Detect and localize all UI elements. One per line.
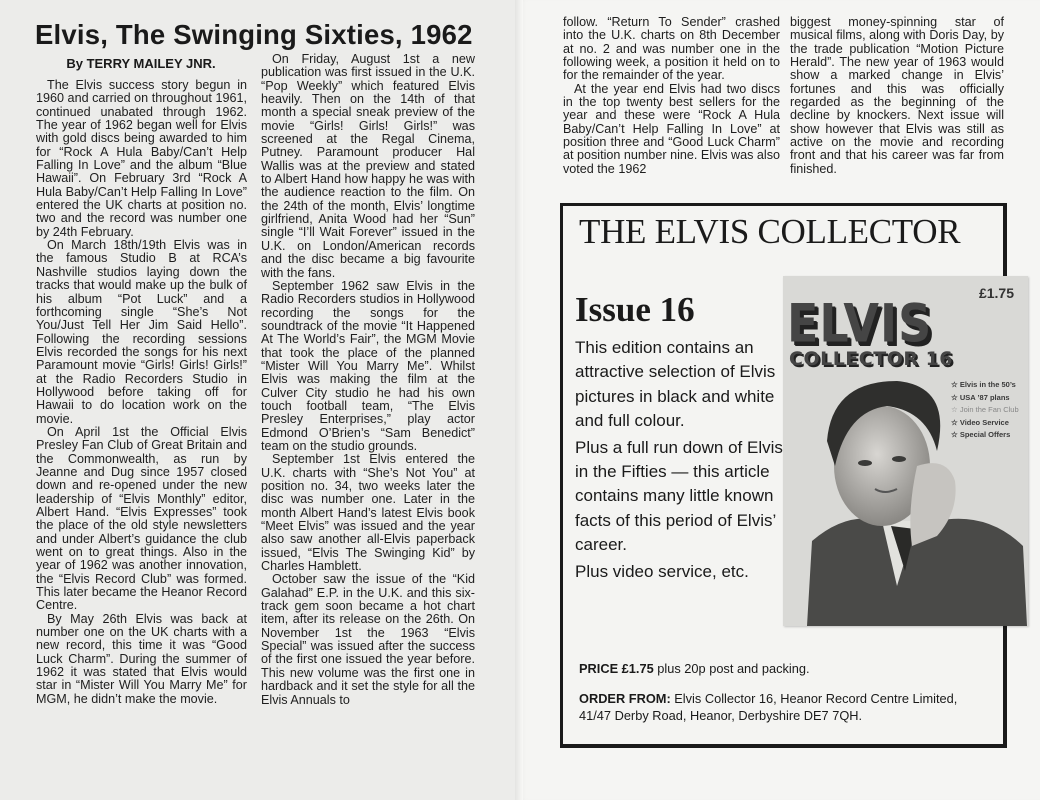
star-outline-icon: ☆ (951, 392, 958, 402)
star-outline-icon: ☆ (951, 380, 958, 389)
price-detail: plus 20p post and packing. (653, 661, 810, 676)
article-column-2 (261, 53, 475, 707)
article-title: Elvis, The Swinging Sixties, 1962 (35, 19, 473, 50)
magazine-cover (783, 276, 1028, 626)
cover-price: £1.75 (978, 285, 1014, 301)
article-byline: By TERRY MAILEY JNR. (66, 56, 216, 71)
paragraph: biggest money-spinning star of musical films, along with Doris Day, by the trade publication “Motion Picture Herald”. The new year of 1963 would show a marked change in Elvis’ fortunes and this was officially regarded as the beginning of the decline by knockers. Next issue will show however that Elvis was still as active on the movie and recording front and that his career was far from finished. (790, 15, 1004, 176)
advert-title: THE ELVIS COLLECTOR (579, 212, 961, 251)
advert-paragraph: Plus video service, etc. (575, 561, 749, 581)
paragraph: The Elvis success story begun in 1960 and carried on throughout 1961, continued unabated through 1962. The year of 1962 began well for Elvis with gold discs being awarded to him for “Rock A Hula Baby/Can’t Help Falling In Love” and the album “Blue Hawaii”. On February 3rd “Rock A Hula Baby/Can’t Help Falling In Love” entered the UK charts at position no. two and the record was number one by 24th February. (36, 78, 247, 239)
article-column-4 (790, 16, 1004, 176)
cover-subtitle: COLLECTOR 16 (789, 348, 954, 370)
article-column-1 (36, 79, 247, 706)
paragraph: By May 26th Elvis was back at number one on the UK charts with a new record, this time it was “Good Luck Charm”. During the summer of 1962 it was stated that Elvis would star in “Mister Will You Marry Me” for MGM, he didn’t make the movie. (36, 611, 247, 706)
cover-logo: ELVIS (787, 292, 933, 355)
paragraph: September 1st Elvis entered the U.K. charts with “She’s Not You” at position no. 34, two weeks later the disc was number one. Later in the month Albert Hand’s latest Elvis book “Meet Elvis” was issued and the year also saw another all-Elvis paperback issued, “Elvis The Swinging Kid” by Charles Hamblett. (261, 452, 475, 574)
article-column-3 (563, 16, 780, 176)
paragraph: follow. “Return To Sender” crashed into the U.K. charts on 8th December at no. 2 and was number one in the following week, a position it held on to for the remainder of the year. (563, 15, 780, 83)
paragraph: On April 1st the Official Elvis Presley Fan Club of Great Britain and the Commonwealth, as run by Jeanne and Dug since 1957 closed down and re-opened under the new leadership of “Elvis Monthly” editor, Albert Hand. “Elvis Expresses” took the place of the old style newsletters and under Albert’s guidance the club went on to great things. Also in the year of 1962 was another innovation, the “Elvis Record Club” was formed. This later became the Heanor Record Centre. (36, 424, 247, 613)
cover-feature: ☆ Video Service (951, 417, 1009, 427)
advert-issue: Issue 16 (575, 290, 695, 329)
advert-order-address (579, 690, 989, 724)
page-gutter (515, 0, 523, 800)
paragraph: September 1962 saw Elvis in the Radio Recorders studios in Hollywood recording the songs for the soundtrack of the movie “It Happened At The World’s Fair”, the MGM Movie that took the place of the planned “Mister Will You Marry Me”. Whilst Elvis was making the film at the Culver City studio he had his own touch football team, “The Elvis Presley Enterprises,” play actor Edmond O’Brien’s “Sam Benedict” team on the studio grounds. (261, 278, 475, 453)
star-outline-icon: ☆ (951, 430, 958, 439)
paragraph: On March 18th/19th Elvis was in the famous Studio B at RCA’s Nashville studios laying down the tracks that would make up the bulk of his album “Pot Luck” and a forthcoming single “She’s Not You/Just Tell Her Jim Said Hello”. Following the recording sessions Elvis recorded the songs for his next Paramount movie “Girls! Girls! Girls!” at the Radio Recorders Studio in Hollywood before taking off for Hawaii to do location work on the movie. (36, 238, 247, 426)
cover-feature: ☆ Join the Fan Club (951, 405, 1019, 414)
order-label: ORDER FROM: (579, 691, 671, 706)
price-label: PRICE £1.75 (579, 661, 654, 676)
cover-feature: ☆ Elvis in the 50’s (951, 380, 1016, 389)
cover-feature: ☆ USA ’87 plans (951, 392, 1010, 402)
paragraph: At the year end Elvis had two discs in the top twenty best sellers for the year and these were “Rock A Hula Baby/Can’t Help Falling In Love” at position three and “Good Luck Charm” at position number nine. Elvis was also voted the 1962 (563, 81, 781, 176)
advert-price (579, 661, 810, 676)
advert-paragraph: Plus a full run down of Elvis in the Fifties — this article contains many little known facts of this period of Elvis’ career. (575, 437, 783, 555)
star-outline-icon: ☆ (951, 405, 958, 414)
paragraph: October saw the issue of the “Kid Galahad” E.P. in the U.K. and this six-track gem soon became a hot chart item, after its release on the 26th. On November 1st the 1963 “Elvis Special” was issued after the success of the first one issued the year before. This new volume was the first one in hardback and it set the style for all the Elvis Annuals to (261, 572, 475, 707)
paragraph: On Friday, August 1st a new publication was first issued in the U.K. “Pop Weekly” which featured Elvis heavily. Then on the 14th of that month a special sneak preview of the movie “Girls! Girls! Girls!” was screened at the Regal Cinema, Putney. Paramount producer Hal Wallis was at the preview and stated to Albert Hand how happy he was with the audience reaction to the film. On the 24th of the month, Elvis’ longtime girlfriend, Anita Wood had her “Sun” single “I’ll Wait Forever” issued in the U.K. on London/American records and the disc became a big favourite with the fans. (261, 52, 475, 280)
cover-feature: ☆ Special Offers (951, 430, 1011, 439)
advert-paragraph: This edition contains an attractive selection of Elvis pictures in black and white and full colour. (575, 338, 776, 431)
order-detail: Elvis Collector 16, Heanor Record Centre Limited, 41/47 Derby Road, Heanor, Derbyshire DE7 7QH. (579, 691, 958, 723)
star-outline-icon: ☆ (951, 417, 958, 427)
advert-description (575, 336, 790, 586)
cover-feature-list (951, 379, 1019, 442)
